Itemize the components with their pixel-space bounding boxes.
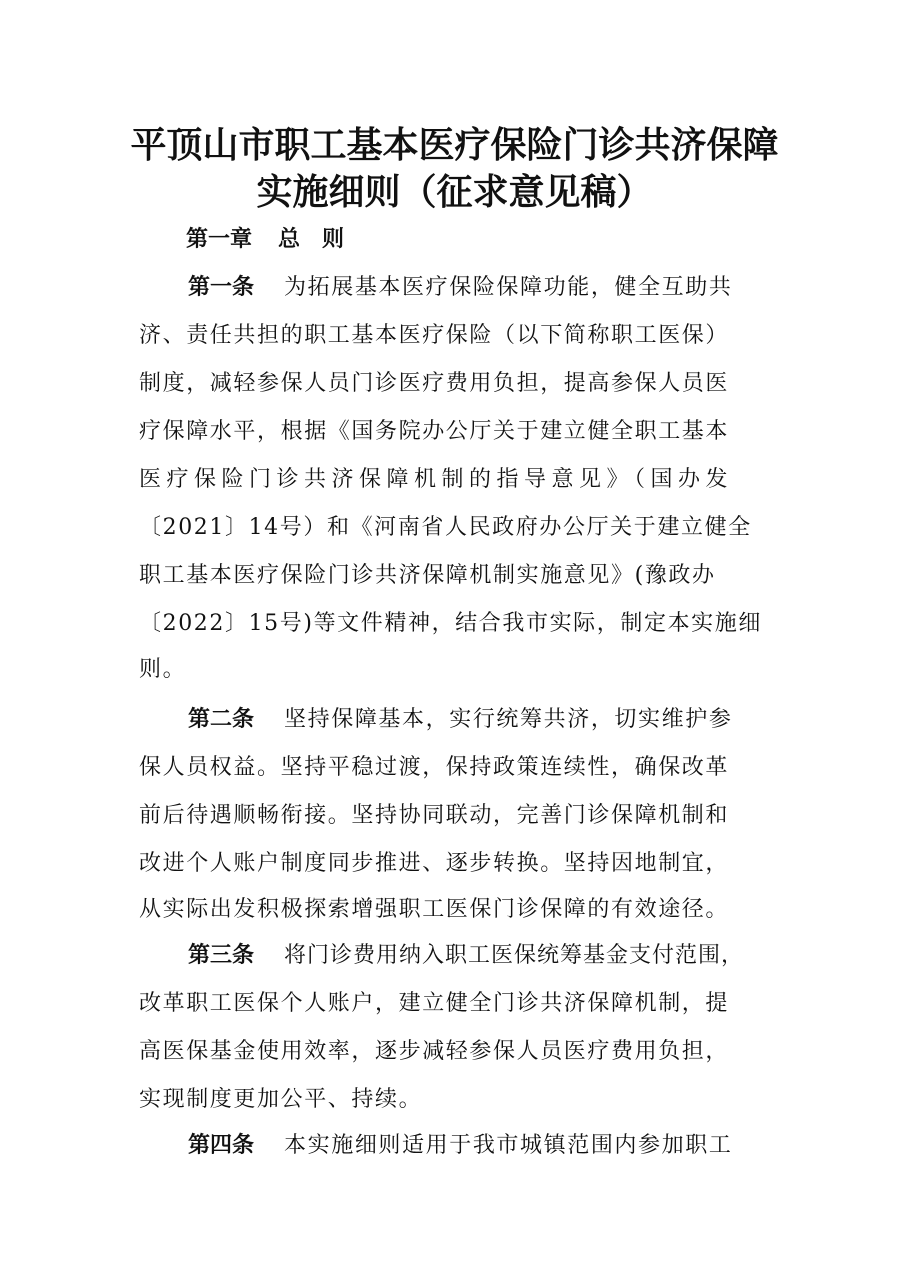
chapter-name: 总 则 <box>278 227 345 252</box>
article-2-text: 坚持保障基本，实行统筹共济，切实维护参 <box>284 707 733 732</box>
article-1-line-8: 〔2022〕15号)等文件精神，结合我市实际，制定本实施细 <box>139 611 762 636</box>
article-1-line-5: 医疗保险门诊共济保障机制的指导意见》（国办发 <box>139 467 734 492</box>
chapter-number: 第一章 <box>186 227 253 252</box>
article-2-line-1 <box>188 702 771 738</box>
article-2-line-3: 前后待遇顺畅衔接。坚持协同联动，完善门诊保障机制和 <box>139 803 730 828</box>
article-3-line-1 <box>188 938 783 974</box>
article-1-line-9: 则。 <box>139 657 187 682</box>
document-title-line-1: 平顶山市职工基本医疗保险门诊共济保障 <box>130 125 779 166</box>
article-4-label: 第四条 <box>188 1133 255 1158</box>
article-2-label: 第二条 <box>188 707 255 732</box>
article-1-line-3: 制度，减轻参保人员门诊医疗费用负担，提高参保人员医 <box>139 371 730 396</box>
article-2-line-2: 保人员权益。坚持平稳过渡，保持政策连续性，确保改革 <box>139 755 730 780</box>
article-1-label: 第一条 <box>188 275 255 300</box>
article-1-text: 为拓展基本医疗保险保障功能，健全互助共 <box>284 275 733 300</box>
article-3-text: 将门诊费用纳入职工医保统筹基金支付范围， <box>284 943 745 968</box>
article-3-line-2: 改革职工医保个人账户，建立健全门诊共济保障机制，提 <box>139 991 730 1016</box>
article-1-line-2: 济、责任共担的职工基本医疗保险（以下简称职工医保） <box>139 323 730 348</box>
article-1-line-7: 职工基本医疗保险门诊共济保障机制实施意见》(豫政办 <box>139 563 716 588</box>
article-3-line-3: 高医保基金使用效率，逐步减轻参保人员医疗费用负担， <box>139 1039 730 1064</box>
document-title-line-2: 实施细则（征求意见稿） <box>256 172 653 213</box>
article-1-line-4: 疗保障水平，根据《国务院办公厅关于建立健全职工基本 <box>139 419 730 444</box>
article-1-line-6: 〔2021〕14号）和《河南省人民政府办公厅关于建立健全 <box>139 515 752 540</box>
article-4-text: 本实施细则适用于我市城镇范围内参加职工 <box>284 1133 733 1158</box>
chapter-heading <box>186 224 344 256</box>
article-4-line-1 <box>188 1128 771 1164</box>
article-2-line-4: 改进个人账户制度同步推进、逐步转换。坚持因地制宜， <box>139 851 730 876</box>
article-2-line-5: 从实际出发积极探索增强职工医保门诊保障的有效途径。 <box>139 897 730 922</box>
article-3-line-4: 实现制度更加公平、持续。 <box>139 1087 423 1112</box>
article-3-label: 第三条 <box>188 943 255 968</box>
article-1-line-1 <box>188 270 771 306</box>
